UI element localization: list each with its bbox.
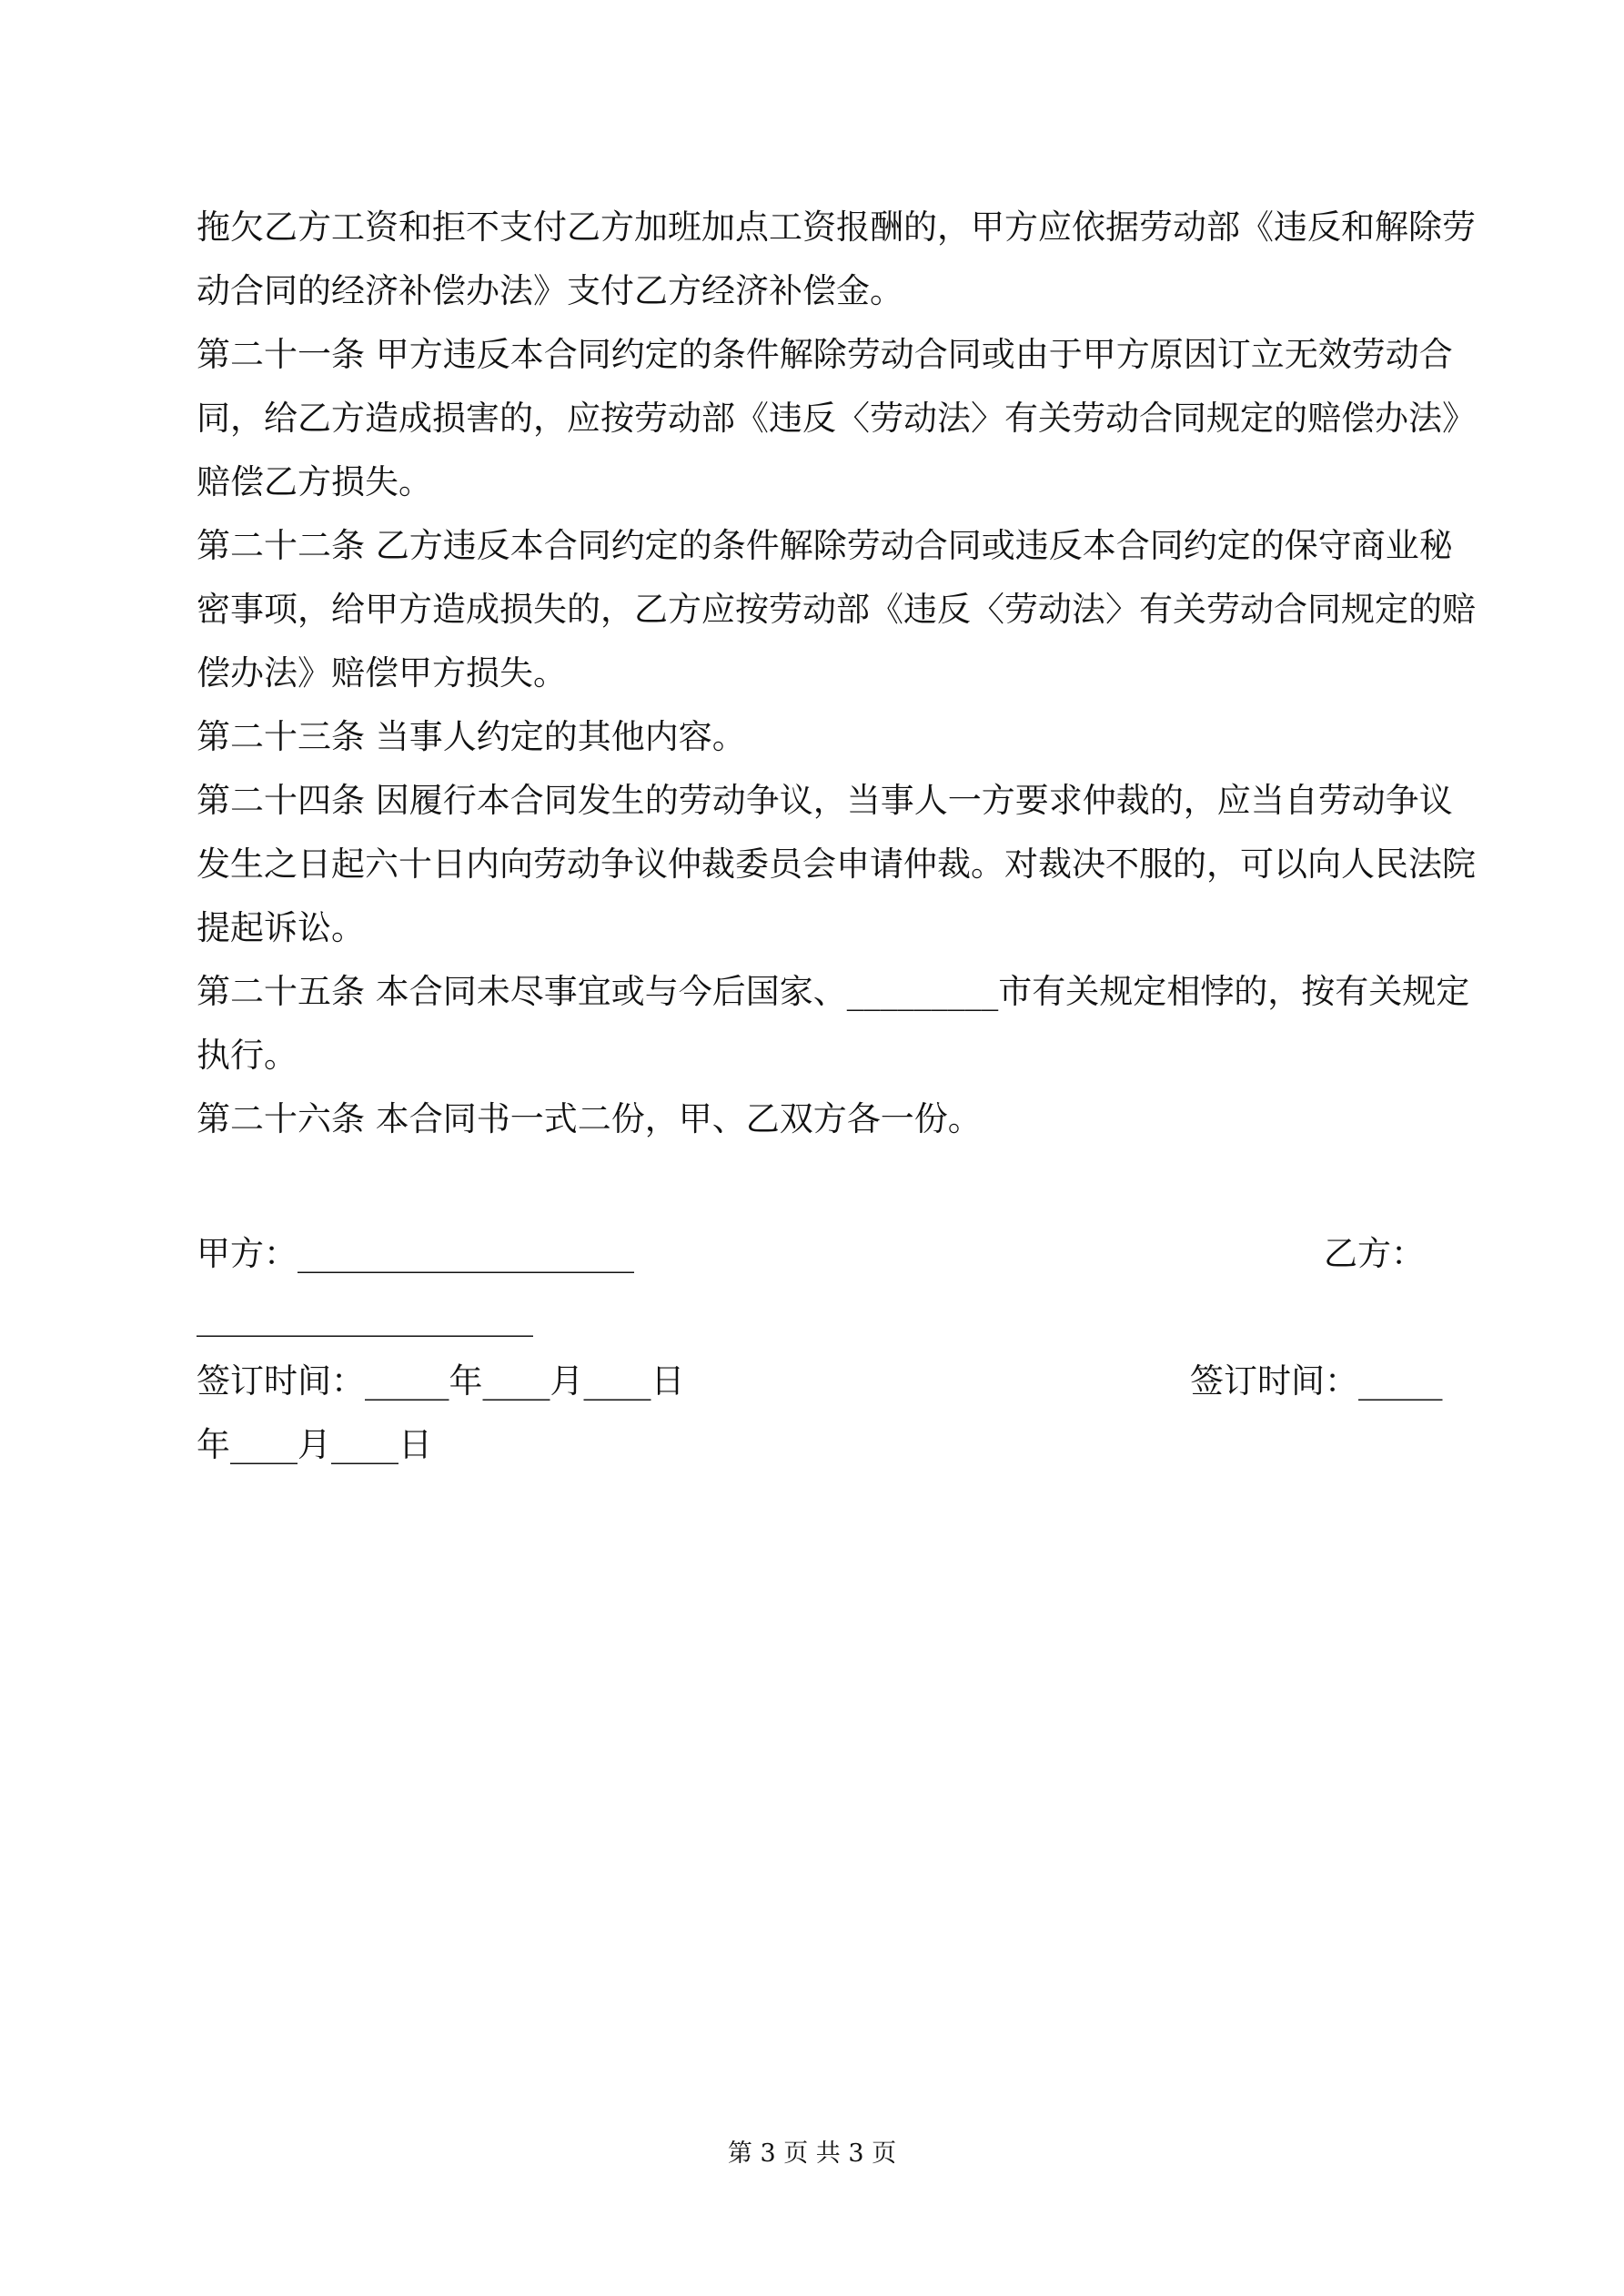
page-number-footer: 第 3 页 共 3 页 — [727, 2139, 897, 2168]
article-25-line: 第二十五条 本合同未尽事宜或与今后国家、_________市有关规定相悖的，按有关规定 — [197, 972, 1470, 1011]
article-21-line: 第二十一条 甲方违反本合同约定的条件解除劳动合同或由于甲方原因订立无效劳动合 — [197, 335, 1453, 374]
party-b-date-end: 年____月____日 — [197, 1425, 432, 1464]
party-b-date-start: 签订时间：_____ — [1190, 1361, 1443, 1401]
article-22-line: 偿办法》赔偿甲方损失。 — [197, 653, 567, 693]
article-24-line: 第二十四条 因履行本合同发生的劳动争议，当事人一方要求仲裁的，应当自劳动争议 — [197, 781, 1453, 820]
article-24-line: 提起诉讼。 — [197, 908, 365, 947]
party-a-signature: 甲方：____________________ — [197, 1234, 634, 1273]
article-22-line: 密事项，给甲方造成损失的，乙方应按劳动部《违反〈劳动法〉有关劳动合同规定的赔 — [197, 590, 1476, 629]
party-b-label: 乙方： — [1324, 1234, 1425, 1273]
article-22-line: 第二十二条 乙方违反本合同约定的条件解除劳动合同或违反本合同约定的保守商业秘 — [197, 526, 1453, 565]
article-24-line: 发生之日起六十日内向劳动争议仲裁委员会申请仲裁。对裁决不服的，可以向人民法院 — [197, 845, 1476, 884]
article-23-line: 第二十三条 当事人约定的其他内容。 — [197, 717, 746, 756]
party-b-signature-blank: ____________________ — [197, 1298, 533, 1337]
article-26-line: 第二十六条 本合同书一式二份，甲、乙双方各一份。 — [197, 1099, 982, 1138]
article-21-line: 赔偿乙方损失。 — [197, 462, 432, 501]
paragraph-line: 动合同的经济补偿办法》支付乙方经济补偿金。 — [197, 271, 903, 310]
article-25-line: 执行。 — [197, 1036, 298, 1075]
article-21-line: 同，给乙方造成损害的，应按劳动部《违反〈劳动法〉有关劳动合同规定的赔偿办法》 — [197, 399, 1476, 438]
party-a-date: 签订时间：_____年____月____日 — [197, 1361, 685, 1401]
paragraph-line: 拖欠乙方工资和拒不支付乙方加班加点工资报酬的，甲方应依据劳动部《违反和解除劳 — [197, 207, 1476, 247]
